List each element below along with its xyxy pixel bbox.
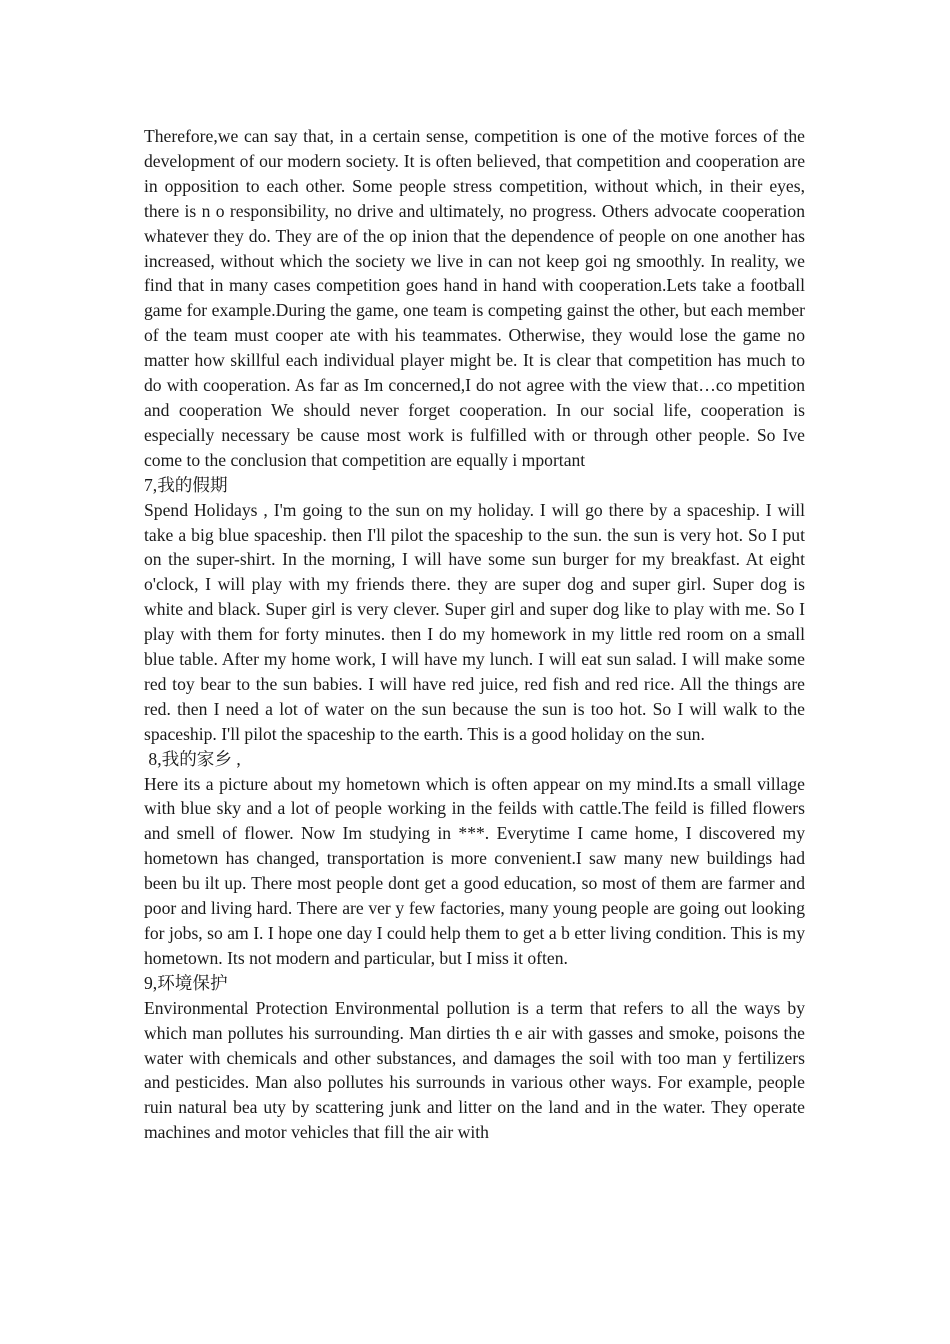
competition-cooperation-paragraph: Therefore,we can say that, in a certain sense, competition is one of the motive forces of the development of our modern society. It is often believed, that competition and cooperation are in opposition to each other. Some people stress competition, without which, in their eyes, there is n o responsibility, no drive and ultimately, no progress. Others advocate cooperation whatever they do. They are of the op inion that the dependence of people on one another has increased, without which the society we live in can not keep goi ng smoothly. In reality, we find that in many cases competition goes hand in hand with cooperation.Lets take a football game for example.During the game, one team is competing gainst the other, but each member of the team must cooper ate with his teammates. Otherwise, they would lose the game no matter how skillful each individual player might be. It is clear that competition has much to do with cooperation. As far as Im concerned,I do not agree with the view that…co mpetition and cooperation We should never forget cooperation. In our social life, cooperation is especially necessary be cause most work is fulfilled with or through other people. So Ive come to the conclusion that competition are equally i mportant	[144, 126, 805, 470]
environment-paragraph: Environmental Protection Environmental pollution is a term that refers to all the ways by which man pollutes his surrounding. Man dirties th e air with gasses and smoke, poisons the water with chemicals and other substances, and damages the soil with too man y fertilizers and pesticides. Man also pollutes his surrounds in various other ways. For example, people ruin natural bea uty by scattering junk and litter on the land and in the water. They operate machines and motor vehicles that fill the air with	[144, 997, 805, 1143]
hometown-paragraph: Here its a picture about my hometown which is often appear on my mind.Its a small village with blue sky and a lot of people working in the feilds with cattle.The feild is filled flowers and smell of flower. Now Im studying in ***. Everytime I came home, I discovered my hometown has changed, transportation is more convenient.I saw many new buildings had been bu ilt up. There most people dont get a good education, so most of them are farmer and poor and living hard. There are ver y few factories, many young people are going out looking for jobs, so am I. I hope one day I could help them to get a b etter living condition. This is my hometown. Its not modern and particular, but I miss it often.	[144, 773, 805, 968]
section-heading-environment: 9,环境保护	[144, 972, 228, 993]
document-body	[144, 124, 805, 1145]
section-heading-hometown: 8,我的家乡 ,	[144, 748, 241, 769]
holiday-paragraph: Spend Holidays , I'm going to the sun on my holiday. I will go there by a spaceship. I will take a big blue spaceship. then I'll pilot the spaceship to the sun. the sun is very hot. So I put on the super-shirt. In the morning, I will have some sun burger for my breakfast. At eight o'clock, I will play with my friends there. they are super dog and super girl. Super dog is white and black. Super girl is very clever. Super girl and super dog like to play with me. So I play with them for forty minutes. then I do my homework in my little red room on a small blue table. After my home work, I will have my lunch. I will eat sun salad. I will make some red toy bear to the sun babies. I will have red juice, red fish and red rice. All the things are red. then I need a lot of water on the sun because the sun is too hot. So I will walk to the spaceship. I'll pilot the spaceship to the earth. This is a good holiday on the sun.	[144, 499, 805, 744]
section-heading-holiday: 7,我的假期	[144, 474, 228, 495]
